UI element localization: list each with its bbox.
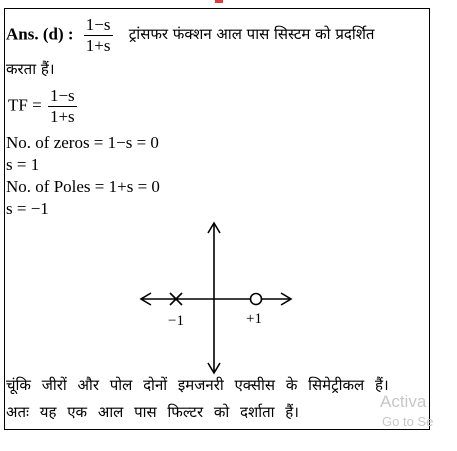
real-axis — [141, 293, 291, 305]
pole-value: s = −1 — [6, 199, 49, 218]
top-red-mark — [215, 0, 223, 3]
answer-fraction — [84, 15, 113, 56]
answer-hindi-text: ट्रांसफर फंक्शन आल पास सिस्टम को प्रदर्शित — [128, 25, 375, 44]
tf-fraction — [48, 86, 77, 127]
zero-value: s = 1 — [6, 155, 40, 174]
tf-numerator: 1−s — [49, 86, 75, 105]
transfer-function — [8, 86, 83, 127]
zero-label: +1 — [246, 311, 262, 327]
watermark-line-2: Go to Se — [382, 414, 434, 429]
circle-icon — [251, 294, 262, 305]
answer-fraction-numerator: 1−s — [85, 15, 111, 34]
imaginary-axis — [208, 223, 220, 373]
poles-equation: No. of Poles = 1+s = 0 — [6, 177, 160, 196]
answer-label: Ans. (d) : — [6, 24, 74, 44]
tf-denominator: 1+s — [49, 107, 75, 126]
answer-hindi-continuation: करता हैं। — [6, 60, 55, 78]
conclusion-line-2: अतः यह एक आल पास फिल्टर को दर्शाता हैं। — [6, 403, 299, 421]
pole-zero-plot — [135, 218, 300, 378]
answer-fraction-denominator: 1+s — [85, 36, 111, 55]
answer-heading — [6, 15, 374, 56]
conclusion-line-1: चूंकि जीरों और पोल दोनों इमजनरी एक्सीस के सिमेट्रीकल हैं। — [6, 376, 389, 394]
zeros-equation: No. of zeros = 1−s = 0 — [6, 133, 159, 152]
pole-label: −1 — [168, 313, 184, 329]
tf-label: TF = — [8, 95, 42, 115]
watermark-line-1: Activa — [380, 392, 427, 411]
